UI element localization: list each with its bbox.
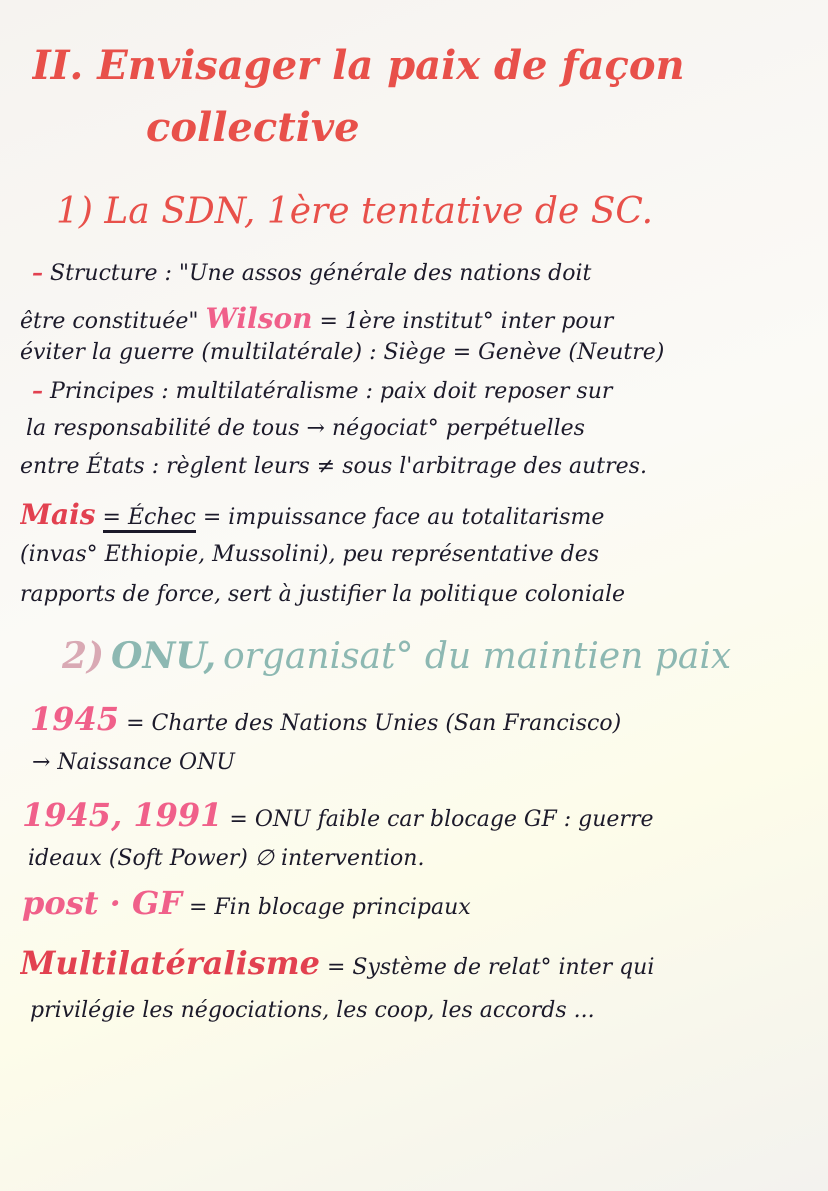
title-line2: collective — [146, 104, 360, 152]
section2-rest: organisat° du maintien paix — [222, 636, 732, 677]
year1-line — [30, 704, 814, 739]
principes-line2: la responsabilité de tous → négociat° perpétuelles — [26, 416, 585, 441]
section2-num: 2) — [62, 635, 105, 677]
principes-text1: Principes : multilatéralisme : paix doit reposer sur — [50, 379, 613, 404]
years2-line — [22, 800, 814, 835]
page-title-line2 — [146, 104, 814, 152]
echec-label: = Échec — [103, 505, 196, 533]
wilson-name: Wilson — [205, 304, 313, 335]
bullet-dash: – — [32, 378, 43, 404]
section2-heading — [62, 634, 814, 679]
multi-text: = Système de relat° inter qui — [326, 955, 655, 980]
structure-quote: "Une assos générale des nations doit — [178, 261, 592, 286]
principes-line3: entre États : règlent leurs ≠ sous l'arbitrage des autres. — [20, 454, 647, 479]
section2-onu: ONU, — [111, 635, 216, 677]
echec-line1 — [20, 500, 814, 533]
year1: 1945 — [30, 704, 120, 738]
title-numeral: II. — [32, 42, 84, 89]
page-title — [32, 42, 814, 90]
principes-line1 — [32, 376, 814, 407]
multi-line2: privilégie les négociations, les coop, les accords ... — [30, 998, 595, 1023]
structure-line2 — [20, 304, 814, 337]
multi-line — [20, 948, 814, 983]
year1-text: = Charte des Nations Unies (San Francisco) — [126, 711, 622, 736]
mais-label: Mais — [20, 500, 96, 531]
bullet-dash: – — [32, 260, 43, 286]
echec-line2: (invas° Ethiopie, Mussolini), peu représentative des — [20, 542, 600, 567]
structure-quote2: être constituée" — [20, 309, 199, 334]
post-label: post · GF — [22, 888, 182, 922]
years2: 1945, 1991 — [22, 800, 223, 834]
post-line — [22, 888, 814, 923]
structure-line3: éviter la guerre (multilatérale) : Siège = Genève (Neutre) — [20, 340, 665, 365]
years2-text: = ONU faible car blocage GF : guerre — [229, 807, 654, 832]
section1-heading: 1) La SDN, 1ère tentative de SC. — [56, 191, 654, 232]
structure-line1 — [32, 258, 814, 289]
year1-line2: → Naissance ONU — [32, 750, 235, 775]
structure-rest: = 1ère institut° inter pour — [319, 309, 614, 334]
structure-label: Structure : — [50, 261, 172, 286]
post-text: = Fin blocage principaux — [188, 895, 471, 920]
multi-label: Multilatéralisme — [20, 948, 320, 982]
years2-line2: ideaux (Soft Power) ∅ intervention. — [28, 846, 425, 871]
title-line1: Envisager la paix de façon — [97, 42, 684, 90]
echec-rest: = impuissance face au totalitarisme — [202, 505, 605, 530]
echec-line3: rapports de force, sert à justifier la politique coloniale — [20, 582, 626, 607]
